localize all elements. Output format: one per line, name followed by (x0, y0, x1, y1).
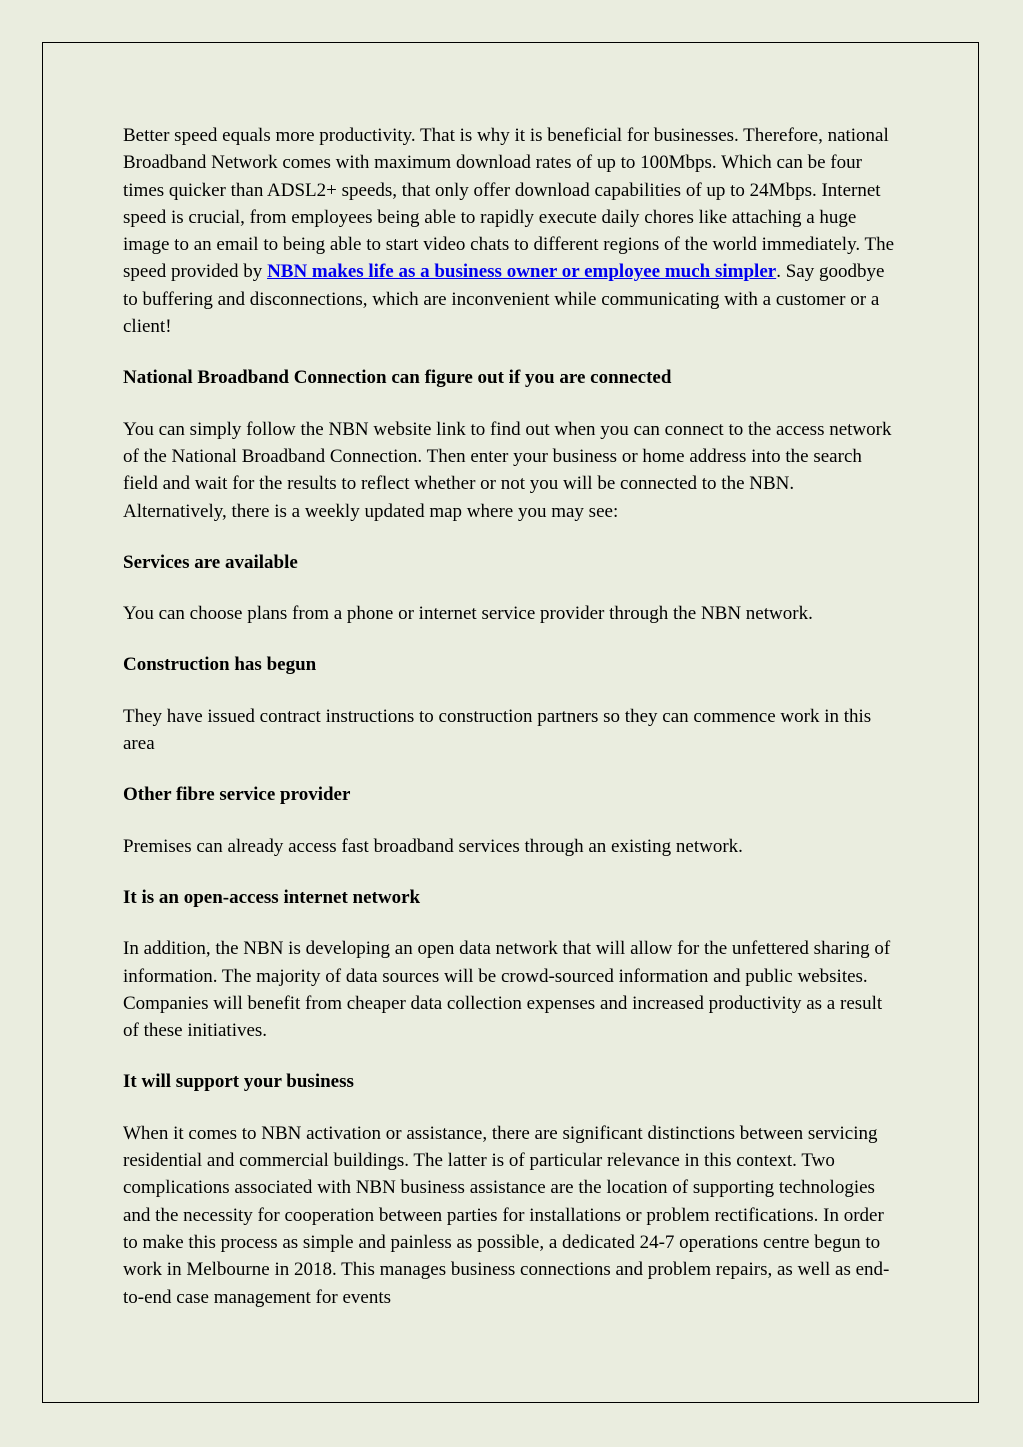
nbn-business-link[interactable]: NBN makes life as a business owner or employee much simpler (267, 261, 777, 283)
paragraph-services: You can choose plans from a phone or internet service provider through the NBN network. (123, 603, 813, 625)
heading-open-access: It is an open-access internet network (123, 886, 421, 908)
paragraph-open-access: In addition, the NBN is developing an open data network that will allow for the unfettered sharing of information. The majority of data sources will be crowd-sourced information and public websites. Companies will benefit from cheaper data collection expenses and increased productivity as a result of these initiatives. (123, 938, 891, 1042)
heading-services: Services are available (123, 551, 298, 573)
heading-fibre: Other fibre service provider (123, 784, 351, 806)
intro-text-before-link: Better speed equals more productivity. That is why it is beneficial for businesses. Therefore, national Broadband Network comes with maximum download rates of up to 100Mbps. Which can be four times quicker than ADSL2+ speeds, that only offer download capabilities of up to 24Mbps. Internet speed is crucial, from employees being able to rapidly execute daily chores like attaching a huge image to an email to being able to start video chats to different regions of the world immediately. The speed provided by (123, 125, 895, 283)
heading-connected: National Broadband Connection can figure out if you are connected (123, 367, 672, 389)
paragraph-fibre: Premises can already access fast broadband services through an existing network. (123, 835, 743, 857)
heading-support: It will support your business (123, 1071, 354, 1093)
document-body (123, 122, 898, 1335)
paragraph-support: When it comes to NBN activation or assistance, there are significant distinctions between servicing residential and commercial buildings. The latter is of particular relevance in this context. Two complications associated with NBN business assistance are the location of supporting technologies and the necessity for cooperation between parties for installations or problem rectifications. In order to make this process as simple and painless as possible, a dedicated 24-7 operations centre begun to work in Melbourne in 2018. This manages business connections and problem repairs, as well as end-to-end case management for events (123, 1122, 890, 1308)
heading-construction: Construction has begun (123, 654, 317, 676)
intro-paragraph (123, 122, 898, 340)
paragraph-connected: You can simply follow the NBN website link to find out when you can connect to the access network of the National Broadband Connection. Then enter your business or home address into the search field and wait for the results to reflect whether or not you will be connected to the NBN. Alternatively, there is a weekly updated map where you may see: (123, 418, 892, 522)
paragraph-construction: They have issued contract instructions to construction partners so they can commence work in this area (123, 705, 872, 755)
intro-text-after-link: . Say goodbye to buffering and disconnections, which are inconvenient while communicating with a customer or a client! (123, 261, 885, 338)
